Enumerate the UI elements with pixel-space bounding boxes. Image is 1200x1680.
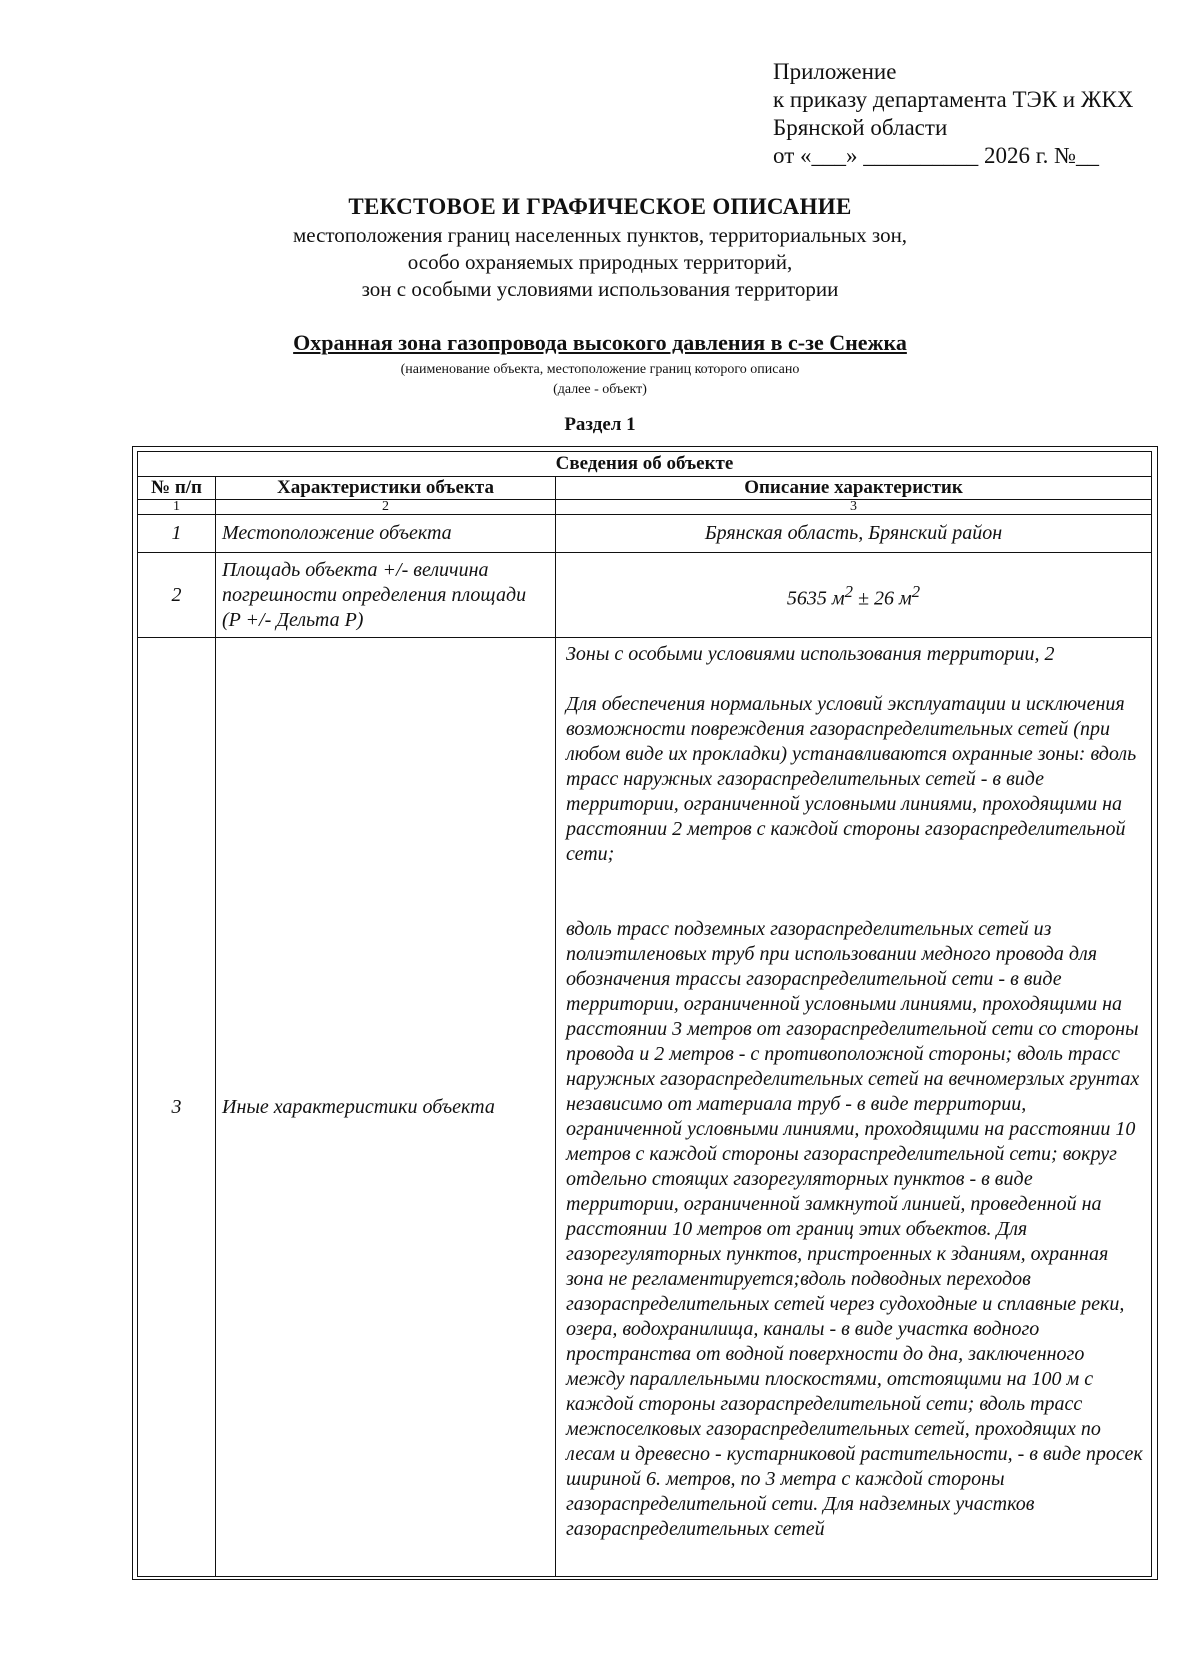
column-number-1: 1 [138,500,216,515]
description-paragraph-1: Зоны с особыми условиями использования территории, 2 [566,643,1055,665]
object-name: Охранная зона газопровода высокого давления в с-зе Снежка [293,330,907,355]
header-characteristic: Характеристики объекта [216,477,556,500]
object-note-line-2: (далее - объект) [553,382,647,397]
table-row [138,638,1152,1577]
column-number-row [138,500,1152,515]
row-value [556,553,1152,638]
row-characteristic: Местоположение объекта [216,515,556,553]
row-characteristic: Иные характеристики объекта [216,638,556,1577]
subtitle-line-3: зон с особыми условиями использования территории [361,277,839,301]
row-number: 2 [138,553,216,638]
object-note-line-1: (наименование объекта, местоположение границ которого описано [400,362,800,377]
row-characteristic: Площадь объекта +/- величина погрешности определения площади (P +/- Дельта P) [216,553,556,638]
row-value: Брянская область, Брянский район [556,515,1152,553]
object-note [0,360,1200,400]
row-value [556,638,1152,1577]
description-paragraph-3: вдоль трасс подземных газораспределительных сетей из полиэтиленовых труб при использовании медного провода для обозначения трассы газораспределительной сети - в виде территории, ограниченной условными линиями, проходящими на расстоянии 3 метров от газораспределительной сети со стороны провода и 2 метров - с противоположной стороны; вдоль трасс наружных газораспределительных сетей на вечномерзлых грунтах независимо от материала труб - в виде территории, ограниченной условными линиями, проходящими на расстоянии 10 метров с каждой стороны газораспределительной сети; вокруг отдельно стоящих газорегуляторных пунктов - в виде территории, ограниченной замкнутой линией, проведенной на расстоянии 10 метров от границ этих объектов. Для газорегуляторных пунктов, пристроенных к зданиям, охранная зона не регламентируется;вдоль подводных переходов газораспределительных сетей через судоходные и сплавные реки, озера, водохранилища, каналы - в виде участка водного пространства от водной поверхности до дна, заключенного между параллельными плоскостями, отстоящими на 100 м с каждой стороны газораспределительной сети; вдоль трасс межпоселковых газораспределительных сетей, проходящих по лесам и древесно - кустарниковой растительности, - в виде просек шириной 6. метров, по 3 метра с каждой стороны газораспределительной сети. Для надземных участков газораспределительных сетей [566,918,1143,1540]
appendix-line-1: Приложение [773,59,897,84]
column-number-2: 2 [216,500,556,515]
subtitle-line-1: местоположения границ населенных пунктов, территориальных зон, [292,223,908,247]
row-number: 3 [138,638,216,1577]
error-unit-exponent: 2 [911,581,921,601]
description-paragraph-2: Для обеспечения нормальных условий эксплуатации и исключения возможности повреждения газораспределительных сетей (при любом виде их прокладки) устанавливаются охранные зоны: вдоль трасс наружных газораспределительных сетей - в виде территории, ограниченной условными линиями, проходящими на расстоянии 2 метров с каждой стороны газораспределительной сети; [566,693,1137,865]
area-unit-exponent: 2 [844,581,853,601]
table-caption-row [138,452,1152,477]
column-number-3: 3 [556,500,1152,515]
object-info-table [137,451,1152,1577]
table-row [138,553,1152,638]
appendix-line-3: Брянской области [773,115,948,140]
section-label: Раздел 1 [564,414,636,435]
header-number: № п/п [138,477,216,500]
subtitle-line-2: особо охраняемых природных территорий, [407,250,793,274]
table-caption: Сведения об объекте [138,452,1152,477]
appendix-line-4: от «___» __________ 2026 г. №__ [773,143,1100,168]
appendix-block [773,58,1133,170]
area-error: ± 26 м [853,587,912,610]
document-title: ТЕКСТОВОЕ И ГРАФИЧЕСКОЕ ОПИСАНИЕ [348,194,852,219]
appendix-line-2: к приказу департамента ТЭК и ЖКХ [773,87,1134,112]
header-description: Описание характеристик [556,477,1152,500]
area-value: 5635 м [786,587,845,610]
object-info-table-frame [132,446,1158,1580]
row-number: 1 [138,515,216,553]
table-header-row [138,477,1152,500]
title-block [0,192,1200,303]
table-row [138,515,1152,553]
